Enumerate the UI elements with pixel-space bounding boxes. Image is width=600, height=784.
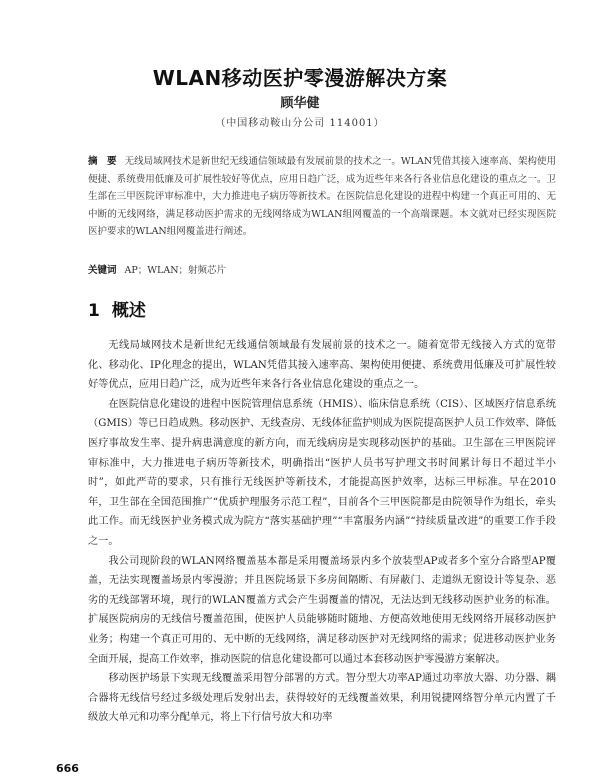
paper-title: WLAN移动医护零漫游解决方案 bbox=[152, 66, 448, 90]
keywords-text: AP；WLAN；射频芯片 bbox=[124, 265, 227, 276]
keywords-label: 关键词 bbox=[88, 265, 117, 276]
paragraph: 无线局域网技术是新世纪无线通信领域最有发展前景的技术之一。随着宽带无线接入方式的宽带化、移动化、IP化理念的提出，WLAN凭借其接入速率高、架构使用便捷、系统费用低廉及可扩展性较好等优点，应用日趋广泛，成为近些年来各行各业信息化建设的重点之一。 bbox=[88, 340, 556, 391]
section-title: 概述 bbox=[111, 301, 146, 321]
keywords bbox=[88, 262, 556, 279]
author-affiliation: （中国移动鞍山分公司 114001） bbox=[215, 118, 385, 129]
author-name: 顾华健 bbox=[280, 96, 320, 111]
section-heading bbox=[88, 296, 146, 321]
paragraph: 移动医护场景下实现无线覆盖采用智分部署的方式。智分型大功率AP通过功率放大器、功分器、耦合器将无线信号经过多级处理后发射出去，获得较好的无线覆盖效果，利用锐捷网络智分单元内置了千级放大单元和功率分配单元，将上下行信号放大和功率 bbox=[88, 673, 556, 724]
body-text bbox=[88, 336, 556, 728]
abstract-text: 无线局域网技术是新世纪无线通信领域最有发展前景的技术之一。WLAN凭借其接入速率高、架构使用便捷、系统费用低廉及可扩展性较好等优点，应用日趋广泛，成为近些年来各行各业信息化建设的重点之一。卫生部在三甲医院评审标准中，大力推进电子病历等新技术。在医院信息化建设的进程中构建一个真正可用的、无中断的无线网络，满足移动医护需求的无线网络成为WLAN组网覆盖的一个高端课题。本文就对已经实现医院医护要求的WLAN组网覆盖进行阐述。 bbox=[88, 156, 556, 238]
section-number: 1 bbox=[88, 301, 100, 321]
abstract bbox=[88, 153, 556, 241]
abstract-label: 摘 要 bbox=[88, 156, 117, 167]
page-number: 666 bbox=[56, 762, 79, 775]
paragraph: 我公司现阶段的WLAN网络覆盖基本都是采用覆盖场景内多个放装型AP或者多个室分合路型AP覆盖，无法实现覆盖场景内零漫游；并且医院场景下多房间隔断、有屏蔽门、走道纵无窗设计等复杂、恶劣的无线部署环境，现行的WLAN覆盖方式会产生弱覆盖的情况，无法达到无线移动医护业务的标准。扩展医院病房的无线信号覆盖范围，使医护人员能够随时随地、方便高效地使用无线网络开展移动医护业务；构建一个真正可用的、无中断的无线网络，满足移动医护对无线网络的需求；促进移动医护业务全面开展，提高工作效率，推动医院的信息化建设都可以通过本套移动医护零漫游方案解决。 bbox=[88, 555, 556, 665]
paragraph: 在医院信息化建设的进程中医院管理信息系统（HMIS）、临床信息系统（CIS）、区域医疗信息系统（GMIS）等已日趋成熟。移动医护、无线查房、无线体征监护则成为医院提高医护人员工作效率、降低医疗事故发生率、提升病患满意度的新方向，而无线病房是实现移动医护的基础。卫生部在三甲医院评审标准中，大力推进电子病历等新技术，明确指出“医护人员书写护理文书时间累计每日不超过半小时”，如此严苛的要求，只有推行无线医护等新技术，才能提高医护效率，达标三甲标准。早在2010年，卫生部在全国范围推广“优质护理服务示范工程”，目前各个三甲医院都是由院领导作为组长，牵头此工作。而无线医护业务模式成为院方“落实基础护理”“丰富服务内涵”“持续质量改进”的重要工作手段之一。 bbox=[88, 398, 556, 547]
